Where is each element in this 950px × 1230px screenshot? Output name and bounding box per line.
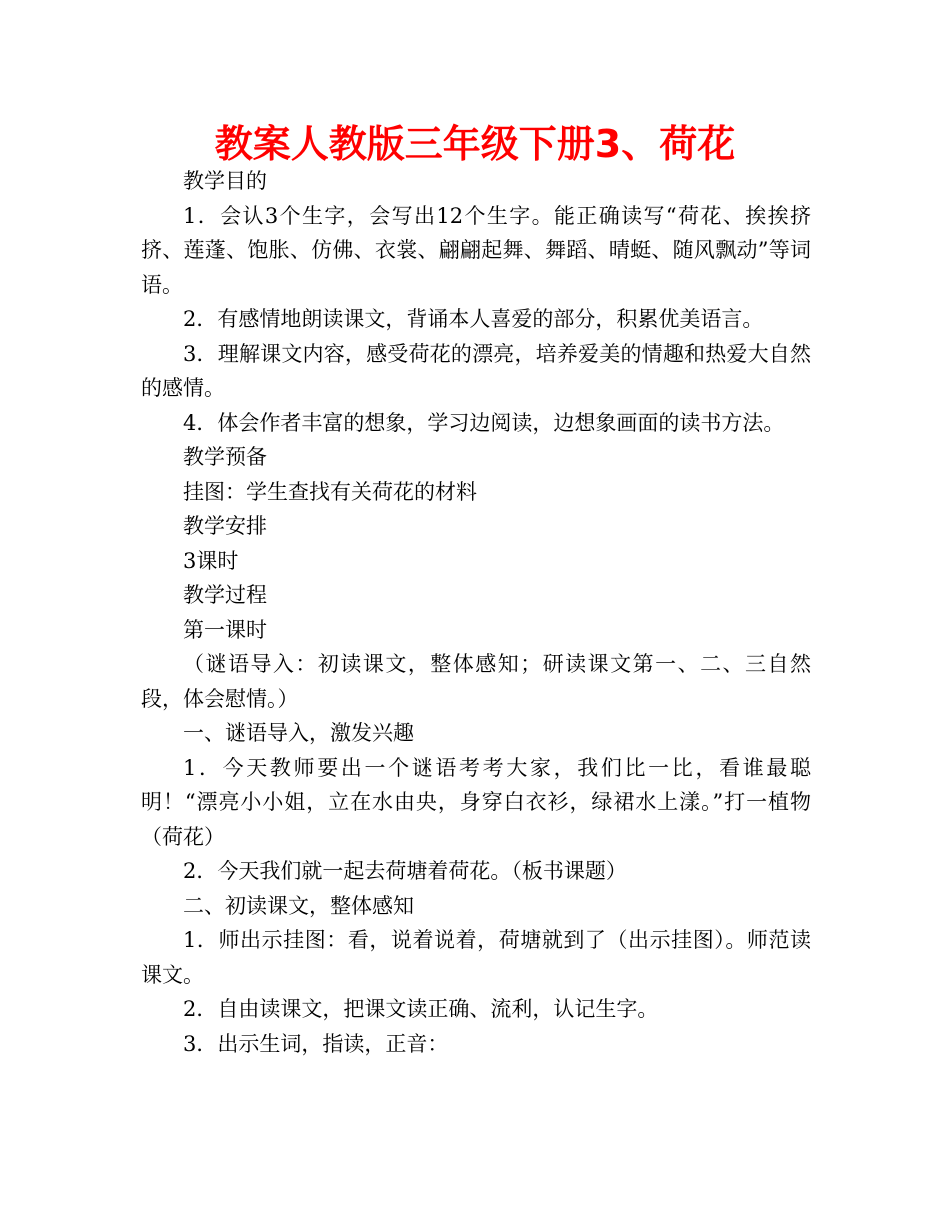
paragraph: 教学预备 bbox=[183, 445, 267, 469]
paragraph: 1．师出示挂图：看，说着说着，荷塘就到了（出示挂图）。师范读课文。 bbox=[141, 928, 811, 987]
paragraph: 一、谜语导入，激发兴趣 bbox=[183, 721, 414, 745]
paragraph: 2．自由读课文，把课文读正确、流利，认记生字。 bbox=[183, 997, 659, 1021]
paragraph: 挂图：学生查找有关荷花的材料 bbox=[183, 479, 477, 504]
paragraph: 1．会认3个生字，会写出12个生字。能正确读写“荷花、挨挨挤挤、莲蓬、饱胀、仿佛、衣裳、翩翩起舞、舞蹈、晴蜓、随风飘动”等词语。 bbox=[141, 203, 811, 297]
document-title: 教案人教版三年级下册3、荷花 bbox=[214, 122, 736, 166]
paragraph: 1．今天教师要出一个谜语考考大家，我们比一比，看谁最聪明！“漂亮小小姐，立在水由央，身穿白衣衫，绿裙水上漾。”打一植物（荷花） bbox=[141, 755, 811, 849]
paragraph: 教学目的 bbox=[183, 169, 267, 193]
paragraph: 3课时 bbox=[183, 548, 239, 573]
paragraph: 3．出示生词，指读，正音： bbox=[183, 1031, 449, 1056]
document-body bbox=[141, 164, 811, 1061]
paragraph: 教学过程 bbox=[183, 583, 267, 607]
paragraph: 二、初读课文，整体感知 bbox=[183, 893, 414, 918]
paragraph: 2．有感情地朗读课文，背诵本人喜爱的部分，积累优美语言。 bbox=[183, 307, 764, 331]
paragraph: 2．今天我们就一起去荷塘着荷花。（板书课题） bbox=[183, 859, 627, 883]
paragraph: 教学安排 bbox=[183, 514, 267, 538]
paragraph: 3．理解课文内容，感受荷花的漂亮，培养爱美的情趣和热爱大自然的感情。 bbox=[141, 341, 811, 400]
paragraph: 4．体会作者丰富的想象，学习边阅读，边想象画面的读书方法。 bbox=[183, 410, 785, 435]
paragraph: （谜语导入：初读课文，整体感知；研读课文第一、二、三自然段，体会慰情。） bbox=[141, 652, 811, 711]
paragraph: 第一课时 bbox=[183, 617, 267, 642]
